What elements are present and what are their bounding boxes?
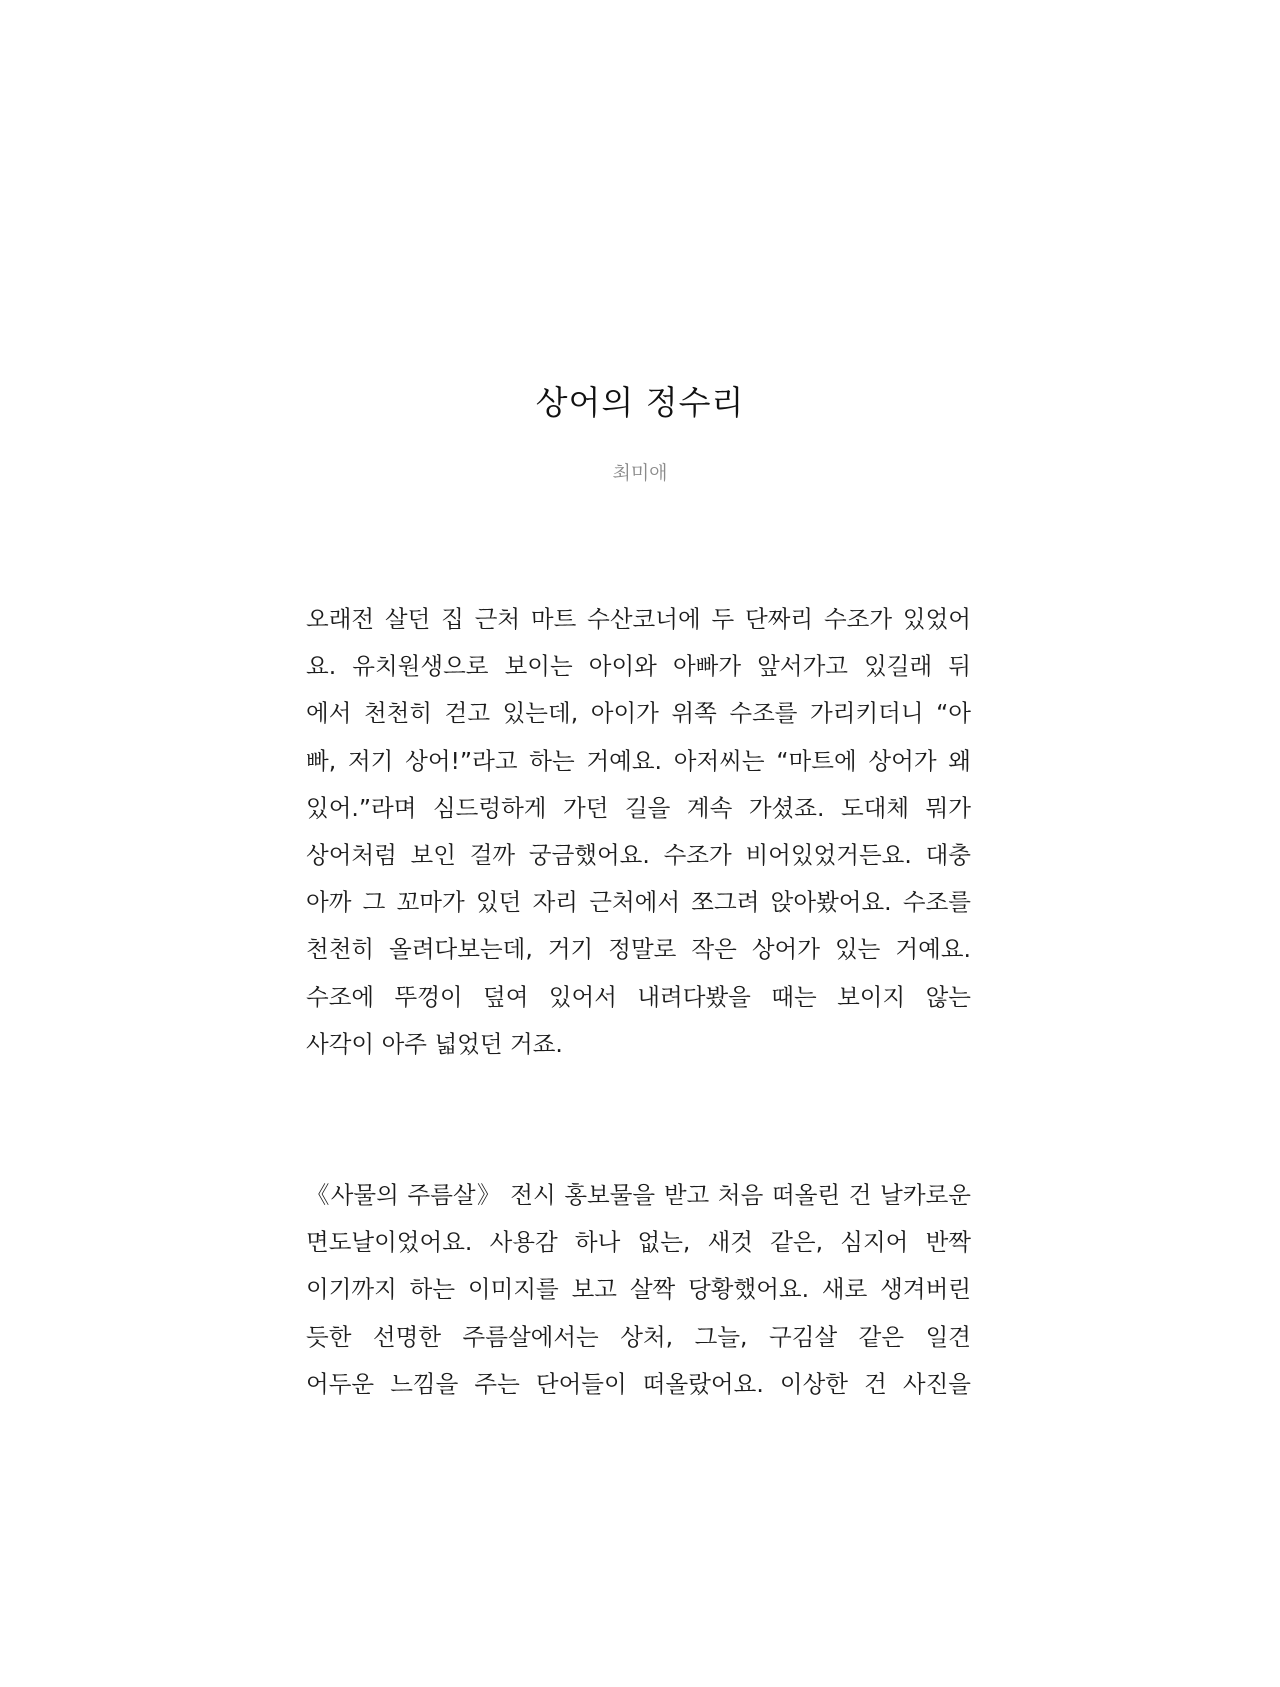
text-line: 에서 천천히 걷고 있는데, 아이가 위쪽 수조를 가리키더니 “아: [306, 699, 971, 728]
text-line: 《사물의 주름살》 전시 홍보물을 받고 처음 떠올린 건 날카로운: [306, 1181, 971, 1209]
author-name: 최미애: [612, 462, 668, 484]
paragraph-2: [306, 1172, 971, 1408]
text-line: 사각이 아주 넓었던 거죠.: [306, 1029, 563, 1058]
text-line: 천천히 올려다보는데, 거기 정말로 작은 상어가 있는 거예요.: [306, 935, 971, 964]
text-line: 요. 유치원생으로 보이는 아이와 아빠가 앞서가고 있길래 뒤: [306, 652, 971, 681]
text-line: 아까 그 꼬마가 있던 자리 근처에서 쪼그려 앉아봤어요. 수조를: [306, 888, 971, 917]
text-line: 오래전 살던 집 근처 마트 수산코너에 두 단짜리 수조가 있었어: [306, 605, 971, 633]
paragraph-1: [306, 596, 971, 1068]
text-line: 듯한 선명한 주름살에서는 상처, 그늘, 구김살 같은 일견: [306, 1322, 971, 1351]
text-line: 이기까지 하는 이미지를 보고 살짝 당황했어요. 새로 생겨버린: [306, 1275, 971, 1304]
text-line: 있어.”라며 심드렁하게 가던 길을 계속 가셨죠. 도대체 뭐가: [306, 793, 971, 822]
text-line: 어두운 느낌을 주는 단어들이 떠올랐어요. 이상한 건 사진을: [306, 1369, 971, 1398]
page-title: 상어의 정수리: [535, 383, 745, 422]
text-line: 면도날이었어요. 사용감 하나 없는, 새것 같은, 심지어 반짝: [306, 1228, 971, 1257]
text-line: 상어처럼 보인 걸까 궁금했어요. 수조가 비어있었거든요. 대충: [306, 841, 971, 870]
text-line: 빠, 저기 상어!”라고 하는 거예요. 아저씨는 “마트에 상어가 왜: [306, 746, 971, 775]
text-line: 수조에 뚜껑이 덮여 있어서 내려다봤을 때는 보이지 않는: [306, 982, 971, 1011]
